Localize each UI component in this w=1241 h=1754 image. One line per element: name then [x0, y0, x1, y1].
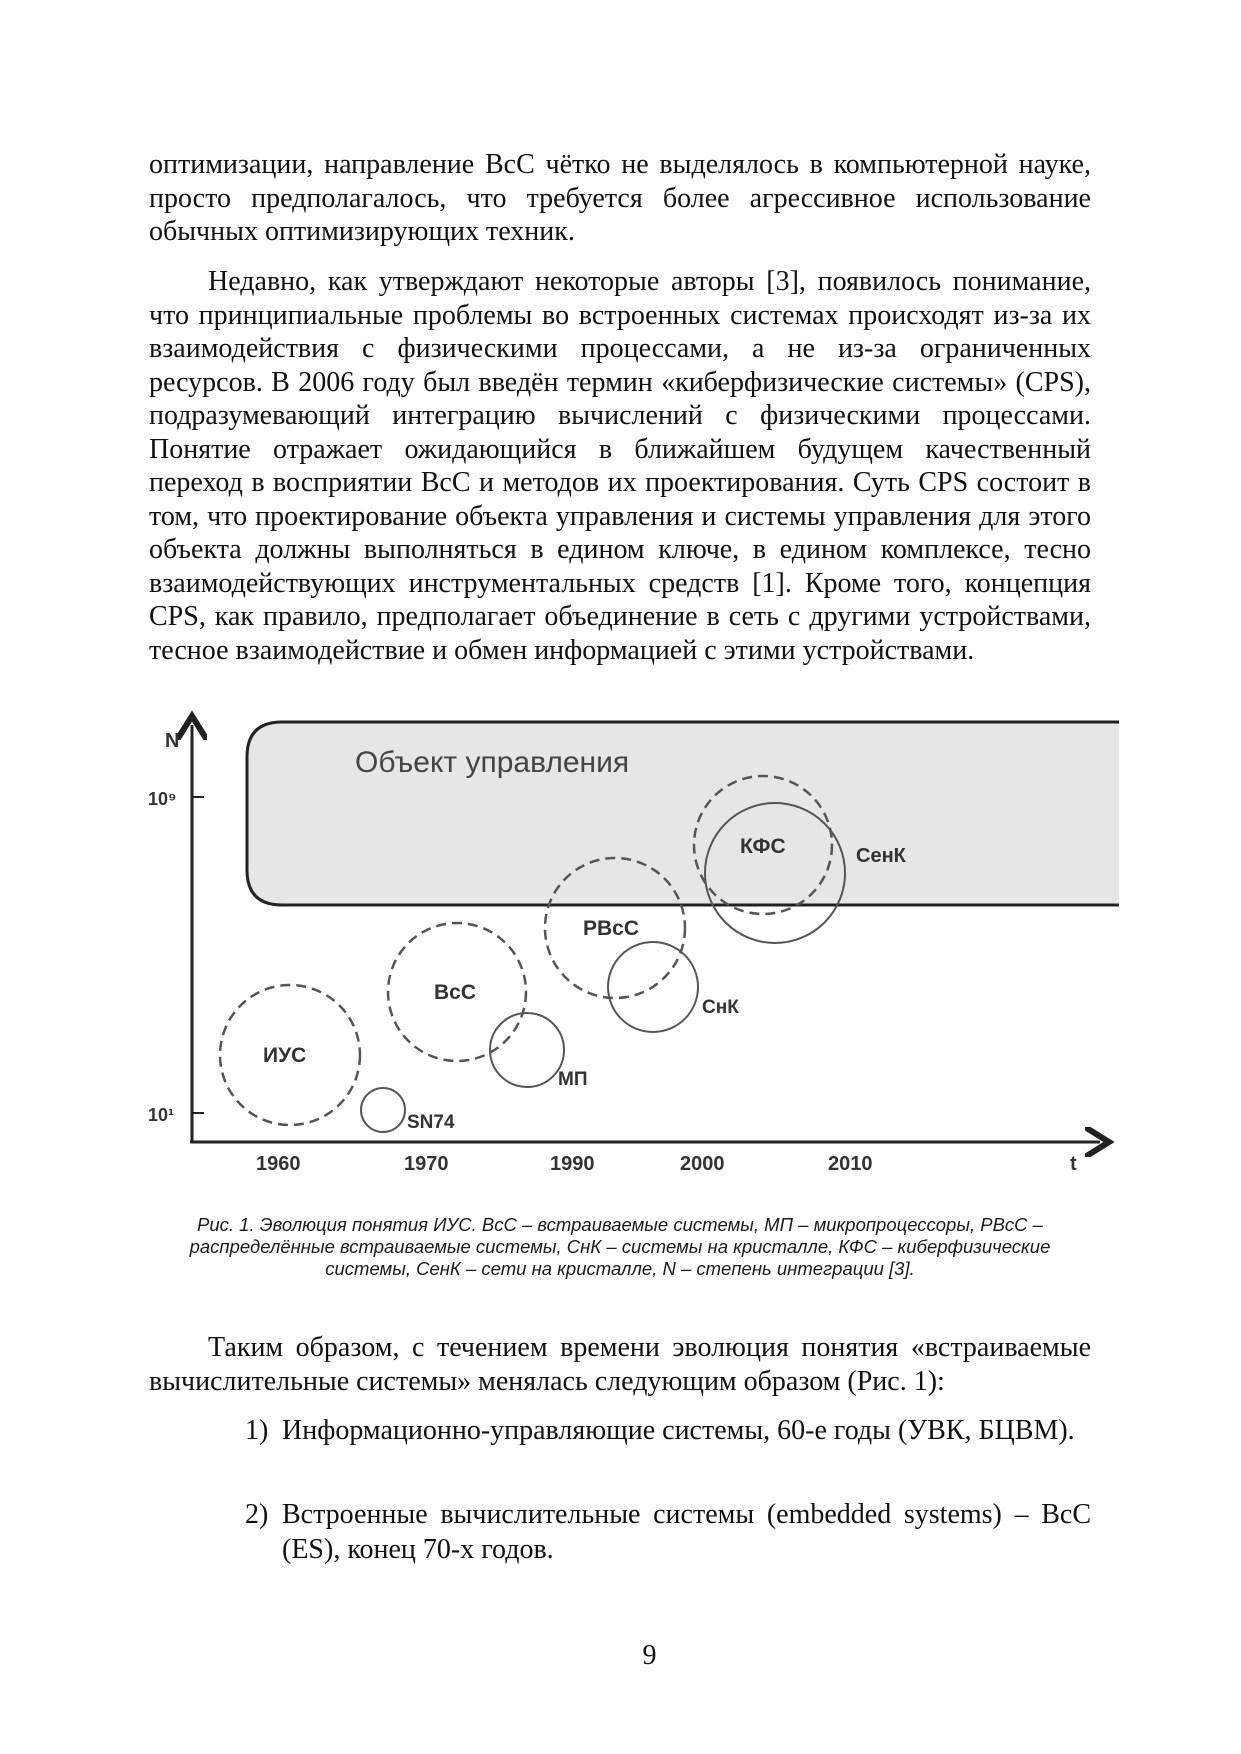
- label-sn74: SN74: [407, 1112, 455, 1133]
- label-rvss: РВсС: [583, 917, 640, 940]
- bubble-sn74: [361, 1088, 405, 1132]
- bubble-mp: [490, 1013, 564, 1087]
- label-senk: СенК: [856, 845, 906, 867]
- list-item-number: 1): [245, 1415, 269, 1446]
- region-label: Объект управления: [355, 746, 630, 779]
- label-vss: ВсС: [434, 981, 477, 1004]
- x-tick-label-1970: 1970: [404, 1153, 449, 1175]
- paragraph-2: Недавно, как утверждают некоторые авторы [3], появилось понимание, что принципиальные проблемы во встроенных системах происходят из-за их взаимодействия с физическими процессами, а не из-за ограниченных ресурсов. В 2006 году был введён термин «киберфизические системы» (CPS), подразумевающий интеграцию вычислений с физическими процессами. Понятие отражает ожидающийся в ближайшем будущем качественный переход в восприятии ВсС и методов их проектирования. Суть CPS состоит в том, что проектирование объекта управления и системы управления для этого объекта должны выполняться в едином ключе, в едином комплексе, тесно взаимодействующих инструментальных средств [1]. Кроме того, концепция CPS, как правило, предполагает объединение в сеть с другими устройствами, тесное взаимодействие и обмен информацией с этими устройствами.: [149, 266, 1091, 666]
- page-number: 9: [642, 1640, 657, 1671]
- y-axis-label: N: [165, 730, 180, 752]
- list-item-text: Информационно-управляющие системы, 60-е годы (УВК, БЦВМ).: [282, 1415, 1075, 1446]
- label-snk: СнК: [702, 997, 739, 1018]
- figure-caption: Рис. 1. Эволюция понятия ИУС. ВсС – встраиваемые системы, МП – микропроцессоры, РВсС – распределённые встраиваемые системы, СнК – системы на кристалле, КФС – киберфизические системы, СенК – сети на кристалле, N – степень интеграции [3].: [189, 1214, 1051, 1279]
- label-mp: МП: [558, 1069, 588, 1090]
- list-item-1: [245, 1413, 1091, 1448]
- x-tick-label-1960: 1960: [256, 1153, 301, 1175]
- label-ius: ИУС: [263, 1044, 307, 1067]
- x-axis-label: t: [1070, 1153, 1077, 1175]
- list-item-text: Встроенные вычислительные системы (embedded systems) – ВсС (ES), конец 70-х годов.: [282, 1499, 1091, 1565]
- list-item-number: 2): [245, 1499, 269, 1530]
- label-kfs: КФС: [740, 835, 786, 858]
- y-tick-label-1e1: 10¹: [148, 1105, 175, 1125]
- y-tick-label-1e9: 10⁹: [148, 789, 177, 809]
- x-tick-label-1990: 1990: [550, 1153, 595, 1175]
- x-tick-label-2000: 2000: [680, 1153, 725, 1175]
- paragraph-1: оптимизации, направление ВсС чётко не выделялось в компьютерной науке, просто предполагалось, что требуется более агрессивное использование обычных оптимизирующих техник.: [149, 149, 1091, 247]
- paragraph-3: Таким образом, с течением времени эволюция понятия «встраиваемые вычислительные системы» менялась следующим образом (Рис. 1):: [149, 1332, 1091, 1397]
- list-item-2: [245, 1497, 1091, 1567]
- x-tick-label-2010: 2010: [828, 1153, 873, 1175]
